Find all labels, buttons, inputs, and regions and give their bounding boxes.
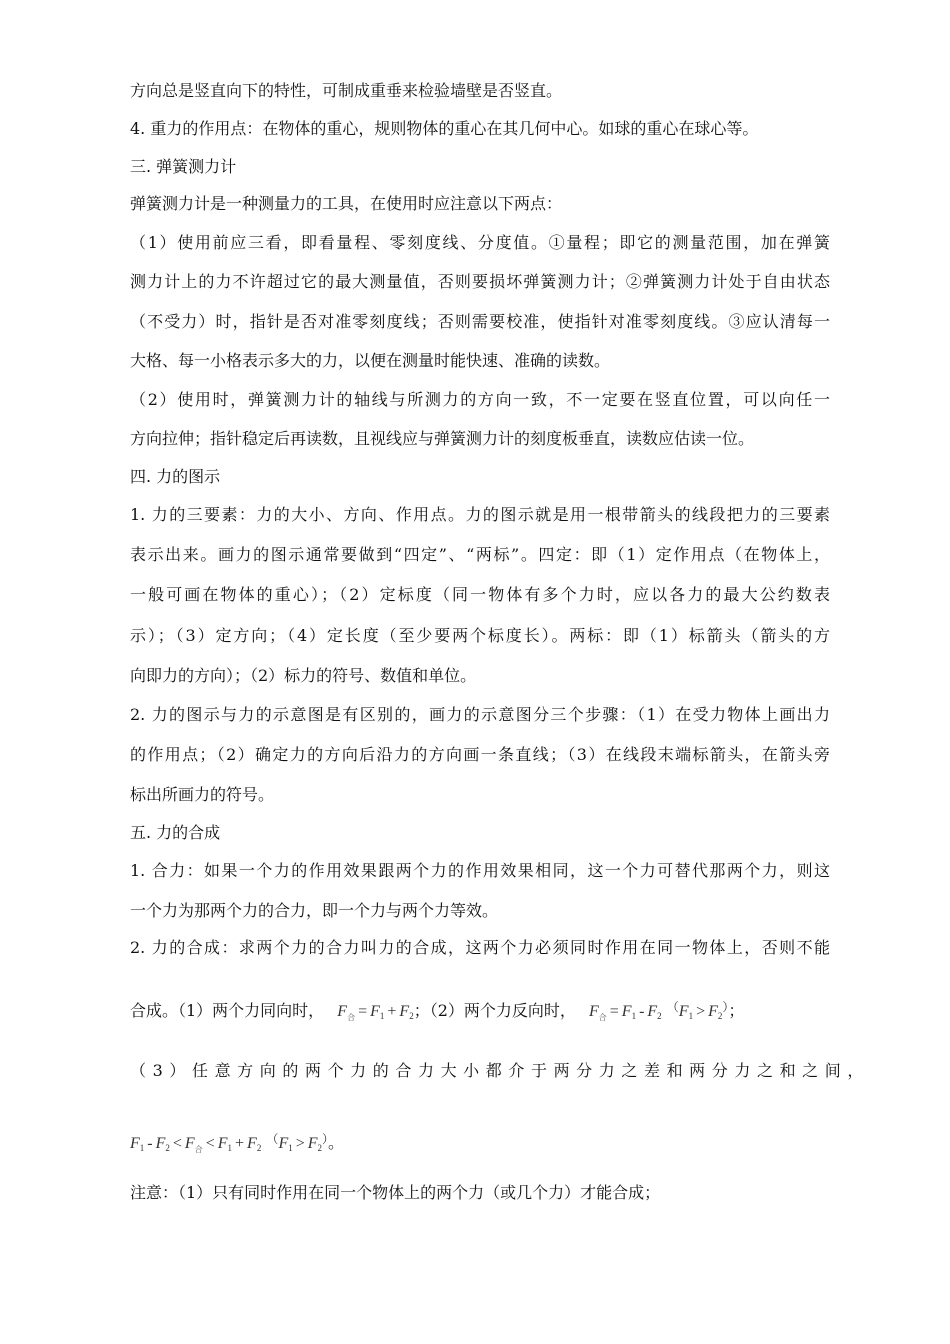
text-line: 1. 合力：如果一个力的作用效果跟两个力的作用效果相同，这一个力可替代那两个力，则这 bbox=[130, 861, 830, 880]
text-line: 的作用点；（2）确定力的方向后沿力的方向画一条直线；（3）在线段末端标箭头，在箭头旁 bbox=[130, 745, 830, 764]
text-line: （3）任意方向的两个力的合力大小都介于两分力之差和两分力之和之间， bbox=[130, 1061, 870, 1080]
text-line: 标出所画力的符号。 bbox=[130, 785, 275, 804]
text-line: 测力计上的力不许超过它的最大测量值，否则要损坏弹簧测力计；②弹簧测力计处于自由状态 bbox=[130, 272, 830, 291]
formula-range: $F_1 - F_2 < F_合 < F_1 + F_2$ bbox=[130, 1135, 262, 1154]
text-line: 2. 力的图示与力的示意图是有区别的，画力的示意图分三个步骤：（1）在受力物体上画出力 bbox=[130, 705, 830, 724]
section-heading: 四. 力的图示 bbox=[130, 467, 221, 486]
formula-line: 合成。（1）两个力同向时， $F_合 = F_1 + F_2$；（2）两个力反向时， $F_合 = F_1 - F_2$ $^(F_1 > F_2^)$； bbox=[130, 1000, 745, 1022]
formula-same-direction: $F_合 = F_1 + F_2$ bbox=[337, 1003, 414, 1022]
text-line: 4. 重力的作用点：在物体的重心，规则物体的重心在其几何中心。如球的重心在球心等。 bbox=[130, 119, 759, 138]
text-line: （2）使用时，弹簧测力计的轴线与所测力的方向一致，不一定要在竖直位置，可以向任一 bbox=[130, 390, 830, 409]
formula-condition: $F_1 > F_2$ bbox=[278, 1135, 323, 1153]
text-line: 1. 力的三要素：力的大小、方向、作用点。力的图示就是用一根带箭头的线段把力的三要素 bbox=[130, 505, 830, 524]
text-line: （1）使用前应三看，即看量程、零刻度线、分度值。①量程；即它的测量范围，加在弹簧 bbox=[130, 233, 830, 252]
text-line: 一般可画在物体的重心）；（2）定标度（同一物体有多个力时，应以各力的最大公约数表 bbox=[130, 585, 830, 604]
section-heading: 三. 弹簧测力计 bbox=[130, 157, 237, 176]
text-line: （不受力）时，指针是否对准零刻度线；否则需要校准，使指针对准零刻度线。③应认清每一 bbox=[130, 312, 830, 331]
text-line: 2. 力的合成：求两个力的合力叫力的合成，这两个力必须同时作用在同一物体上，否则不能 bbox=[130, 938, 830, 957]
text-line: 向即力的方向）；（2）标力的符号、数值和单位。 bbox=[130, 666, 477, 685]
text-line: 示）；（3）定方向；（4）定长度（至少要两个标度长）。两标：即（1）标箭头（箭头的方 bbox=[130, 626, 830, 645]
text-line: 方向拉伸；指针稳定后再读数，且视线应与弹簧测力计的刻度板垂直，读数应估读一位。 bbox=[130, 429, 755, 448]
note-line: 注意：（1）只有同时作用在同一个物体上的两个力（或几个力）才能合成； bbox=[130, 1183, 661, 1202]
section-heading: 五. 力的合成 bbox=[130, 823, 221, 842]
text-line: 一个力为那两个力的合力，即一个力与两个力等效。 bbox=[130, 901, 499, 920]
formula-line: $F_1 - F_2 < F_合 < F_1 + F_2$ $^(F_1 > F_2^)$。 bbox=[130, 1132, 345, 1154]
text-line: 方向总是竖直向下的特性，可制成重垂来检验墙壁是否竖直。 bbox=[130, 81, 563, 100]
text-line: 表示出来。画力的图示通常要做到“四定”、“两标”。四定：即（1）定作用点（在物体上， bbox=[130, 545, 830, 564]
formula-condition: $F_1 > F_2$ bbox=[678, 1003, 723, 1021]
text-line: 弹簧测力计是一种测量力的工具，在使用时应注意以下两点： bbox=[130, 194, 563, 213]
formula-opposite-direction: $F_合 = F_1 - F_2$ bbox=[588, 1003, 662, 1022]
text-line: 大格、每一小格表示多大的力，以便在测量时能快速、准确的读数。 bbox=[130, 351, 611, 370]
